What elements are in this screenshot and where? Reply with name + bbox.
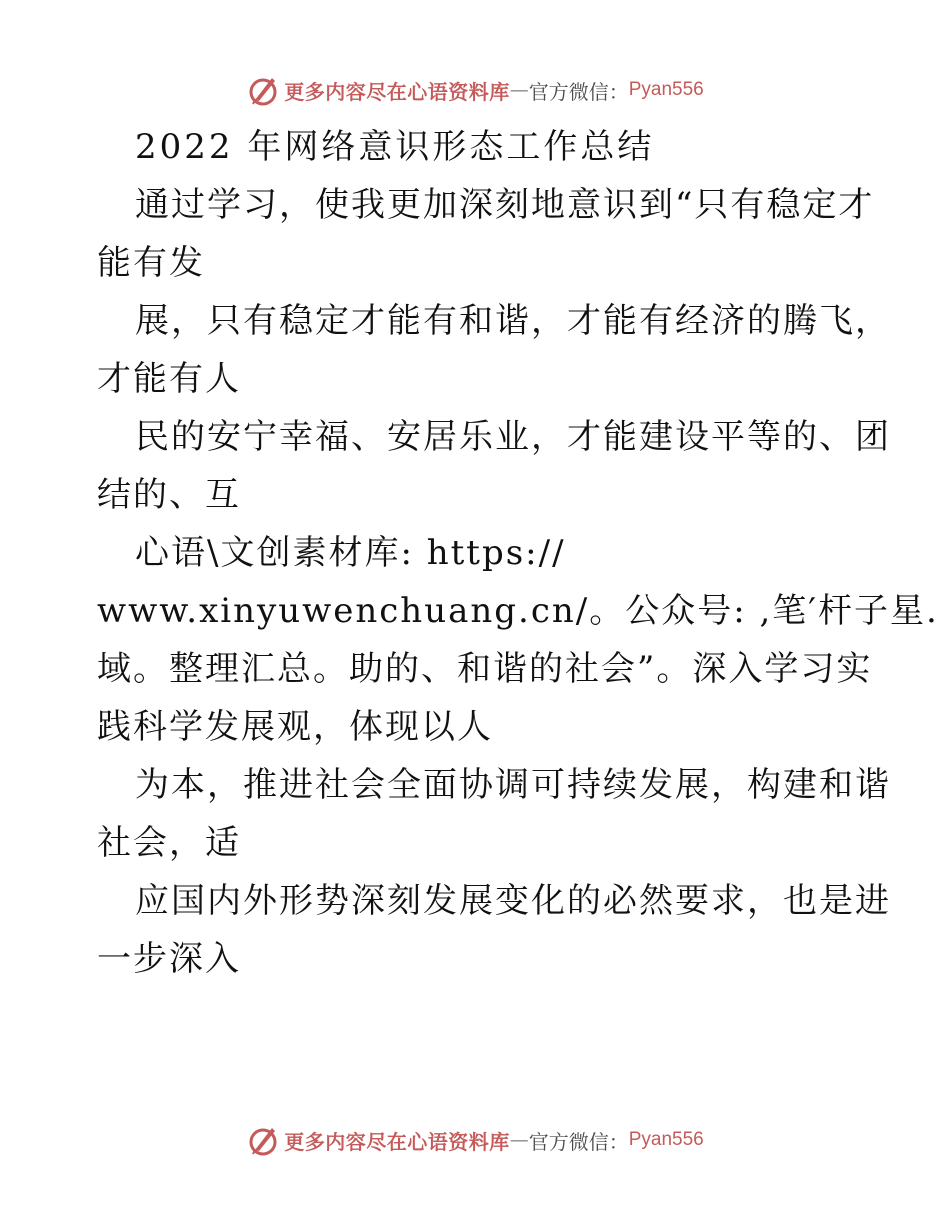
header-banner xyxy=(0,70,950,110)
banner-separator: — xyxy=(509,79,529,101)
footer-banner xyxy=(0,1120,950,1160)
banner-slogan: 更多内容尽在心语资料库 xyxy=(284,1129,510,1154)
text-line: www.xinyuwenchuang.cn/。公众号: ,笔′杆子星. xyxy=(97,591,939,631)
banner-wechat-label: 官方微信： xyxy=(528,1129,629,1154)
text-line: 民的安宁幸福、安居乐业，才能建设平等的、团 xyxy=(135,417,891,457)
banner-wechat-id: Pyan556 xyxy=(628,1129,704,1150)
paragraph-lines xyxy=(97,176,939,988)
text-line: 展，只有稳定才能有和谐，才能有经济的腾飞， xyxy=(135,301,891,341)
text-line: 一步深入 xyxy=(97,939,241,979)
document-body xyxy=(97,118,939,988)
banner-wechat-id: Pyan556 xyxy=(628,79,704,100)
banner-wechat-label: 官方微信： xyxy=(528,79,629,104)
text-line: 才能有人 xyxy=(97,359,241,399)
text-line: 为本，推进社会全面协调可持续发展，构建和谐 xyxy=(135,765,891,805)
quill-pen-icon xyxy=(246,73,280,107)
banner-slogan: 更多内容尽在心语资料库 xyxy=(284,79,510,104)
text-line: 心语\文创素材库: https:// xyxy=(135,533,566,573)
banner-separator: — xyxy=(509,1129,529,1151)
text-line: 应国内外形势深刻发展变化的必然要求，也是进 xyxy=(135,881,891,921)
text-line: 结的、互 xyxy=(97,475,241,515)
text-line: 通过学习，使我更加深刻地意识到“只有稳定才 xyxy=(135,185,875,225)
text-line: 域。整理汇总。助的、和谐的社会”。深入学习实 xyxy=(97,649,873,689)
document-title: 2022 年网络意识形态工作总结 xyxy=(135,127,655,167)
quill-pen-icon xyxy=(246,1123,280,1157)
text-line: 践科学发展观，体现以人 xyxy=(97,707,493,747)
text-line: 能有发 xyxy=(97,243,205,283)
text-line: 社会，适 xyxy=(97,823,241,863)
